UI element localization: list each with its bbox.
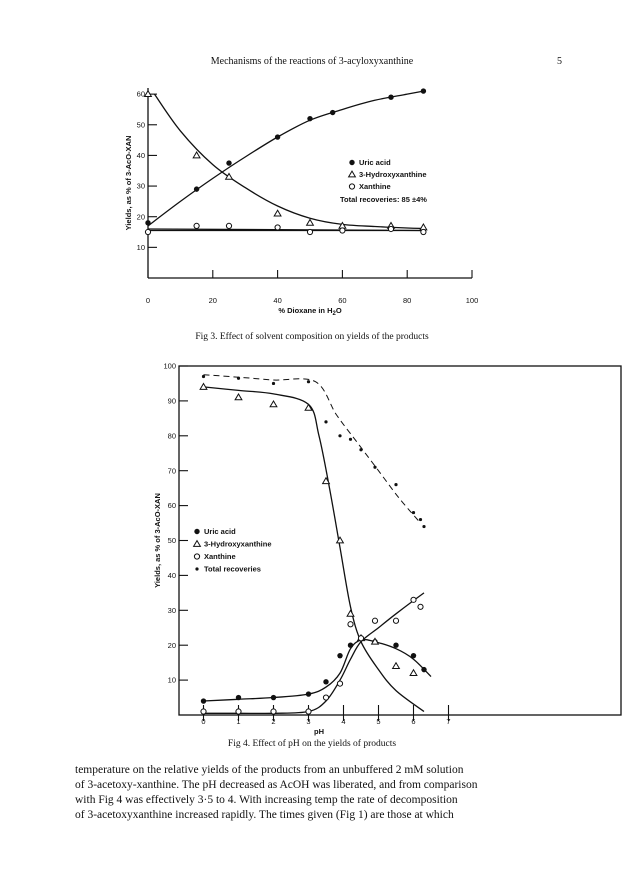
body-line-2: of 3-acetoxy-xanthine. The pH decreased as AcOH was liberated, and from comparison [75, 779, 478, 791]
legend-total-recoveries-label: Total recoveries [204, 564, 261, 574]
legend-xanthine-marker [194, 554, 199, 559]
y-tick-label: 80 [167, 431, 176, 441]
y-tick-label: 40 [136, 151, 145, 161]
xanthine-point [393, 618, 398, 623]
uric-acid-point [388, 94, 393, 99]
total-recoveries-point [338, 434, 341, 437]
uric-acid-point [201, 698, 206, 703]
y-tick-label: 70 [167, 466, 176, 476]
legend-3-hydroxyxanthine-label: 3-Hydroxyxanthine [204, 539, 272, 549]
x-tick-label: 20 [208, 296, 217, 305]
3-hydroxyxanthine-point [226, 173, 233, 179]
3-hydroxyxanthine-point [410, 670, 417, 676]
3-hydroxyxanthine-curve [204, 387, 425, 712]
x-tick-label: 0 [201, 717, 206, 726]
total-recoveries-annotation: Total recoveries: 85 ±4% [340, 195, 427, 204]
legend [340, 158, 427, 204]
uric-acid-point [236, 695, 241, 700]
xanthine-point [340, 228, 345, 233]
x-tick-label: 2 [271, 717, 276, 726]
legend-uric-acid-label: Uric acid [204, 527, 236, 536]
3-hydroxyxanthine-point [307, 219, 314, 225]
x-tick-label: 6 [411, 717, 416, 726]
uric-acid-point [421, 667, 426, 672]
body-line-3: with Fig 4 was effectively 3·5 to 4. With increasing temp the rate of decomposition [75, 794, 458, 806]
legend [194, 527, 272, 574]
figure-4-caption: Fig 4. Effect of pH on the yields of products [227, 739, 397, 749]
figure-3-chart [124, 88, 478, 317]
xanthine-point [418, 604, 423, 609]
xanthine-point [194, 223, 199, 228]
uric-acid-point [337, 653, 342, 658]
xanthine-point [348, 622, 353, 627]
xanthine-point [275, 225, 280, 230]
total-recoveries-curve [204, 375, 421, 523]
x-tick-label: 40 [273, 296, 282, 305]
page-number: 5 [557, 56, 562, 67]
xanthine-point [271, 709, 276, 714]
total-recoveries-point [359, 448, 362, 451]
legend-uric-acid-label: Uric acid [359, 158, 391, 167]
xanthine-curve [204, 593, 425, 713]
x-axis-label: pH [314, 727, 324, 736]
x-tick-label: 4 [341, 717, 346, 726]
body-line-4: of 3-acetoxyxanthine increased rapidly. The times given (Fig 1) are those at which [75, 809, 454, 821]
xanthine-point [358, 636, 363, 641]
x-tick-label: 100 [465, 296, 479, 305]
3-hydroxyxanthine-point [270, 401, 277, 407]
x-tick-label: 3 [306, 717, 311, 726]
y-tick-label: 100 [163, 361, 176, 371]
x-tick-label: 0 [145, 296, 151, 305]
legend-3-hydroxyxanthine-marker [194, 541, 201, 547]
y-tick-label: 40 [167, 571, 176, 580]
x-tick-label: 5 [376, 717, 381, 726]
body-line-1: temperature on the relative yields of the products from an unbuffered 2 mM solution [75, 764, 464, 776]
y-tick-label: 60 [136, 89, 145, 99]
3-hydroxyxanthine-point [393, 663, 400, 669]
xanthine-point [372, 618, 377, 623]
xanthine-point [201, 709, 206, 714]
uric-acid-point [306, 691, 311, 696]
figure-4-chart [153, 362, 621, 736]
y-tick-label: 10 [136, 242, 145, 252]
y-axis-label: Yields, as % of 3-AcO-XAN [153, 493, 162, 588]
legend-total-recoveries-marker [195, 567, 198, 570]
legend-uric-acid-marker [194, 529, 199, 534]
3-hydroxyxanthine-point [235, 394, 242, 400]
3-hydroxyxanthine-point [200, 384, 207, 390]
3-hydroxyxanthine-point [337, 537, 344, 543]
total-recoveries-point [349, 438, 352, 441]
uric-acid-point [323, 679, 328, 684]
total-recoveries-point [272, 382, 275, 385]
xanthine-point [337, 681, 342, 686]
legend-xanthine-label: Xanthine [359, 182, 391, 191]
y-tick-label: 50 [136, 120, 145, 130]
y-tick-label: 90 [167, 396, 176, 406]
total-recoveries-point [422, 525, 425, 528]
y-tick-label: 50 [167, 536, 176, 546]
legend-3-hydroxyxanthine-marker [349, 171, 356, 177]
xanthine-point [421, 229, 426, 234]
x-tick-label: 80 [403, 296, 412, 305]
y-axis-label: Yields, as % of 3-AcO-XAN [124, 135, 133, 231]
uric-acid-point [348, 643, 353, 648]
figure-3-caption: Fig 3. Effect of solvent composition on yields of the products [195, 332, 429, 342]
x-axis-label: % Dioxane in $H_2O$ [278, 306, 342, 317]
uric-acid-point [307, 116, 312, 121]
y-tick-label: 30 [167, 605, 176, 615]
xanthine-point [411, 597, 416, 602]
uric-acid-point [411, 653, 416, 658]
xanthine-point [323, 695, 328, 700]
3-hydroxyxanthine-point [274, 210, 281, 216]
legend-xanthine-marker [349, 184, 354, 189]
y-tick-label: 20 [136, 212, 145, 222]
legend-xanthine-label: Xanthine [204, 552, 236, 561]
body-paragraph [75, 763, 553, 823]
total-recoveries-point [307, 380, 310, 383]
total-recoveries-point [237, 377, 240, 380]
y-tick-label: 60 [167, 501, 176, 511]
uric-acid-point [330, 110, 335, 115]
x-tick-label: 60 [338, 296, 347, 305]
uric-acid-point [226, 160, 231, 165]
total-recoveries-point [324, 420, 327, 423]
uric-acid-point [275, 134, 280, 139]
y-tick-label: 10 [167, 675, 176, 685]
uric-acid-point [194, 186, 199, 191]
x-tick-label: 7 [446, 717, 451, 726]
total-recoveries-point [373, 466, 376, 469]
uric-acid-point [393, 643, 398, 648]
xanthine-point [236, 709, 241, 714]
xanthine-point [145, 229, 150, 234]
xanthine-point [226, 223, 231, 228]
running-title: Mechanisms of the reactions of 3-acyloxyxanthine [210, 56, 414, 67]
y-tick-label: 20 [167, 640, 176, 650]
total-recoveries-point [394, 483, 397, 486]
xanthine-point [388, 226, 393, 231]
xanthine-point [307, 229, 312, 234]
uric-acid-point [421, 88, 426, 93]
total-recoveries-point [412, 511, 415, 514]
uric-acid-point [271, 695, 276, 700]
3-hydroxyxanthine-point [193, 152, 200, 158]
total-recoveries-point [202, 375, 205, 378]
3-hydroxyxanthine-point [347, 610, 354, 616]
xanthine-point [306, 709, 311, 714]
legend-uric-acid-marker [349, 160, 354, 165]
y-tick-label: 30 [136, 181, 145, 191]
uric-acid-point [145, 220, 150, 225]
legend-3-hydroxyxanthine-label: 3-Hydroxyxanthine [359, 170, 427, 179]
x-tick-label: 1 [236, 717, 241, 726]
total-recoveries-point [419, 518, 422, 521]
